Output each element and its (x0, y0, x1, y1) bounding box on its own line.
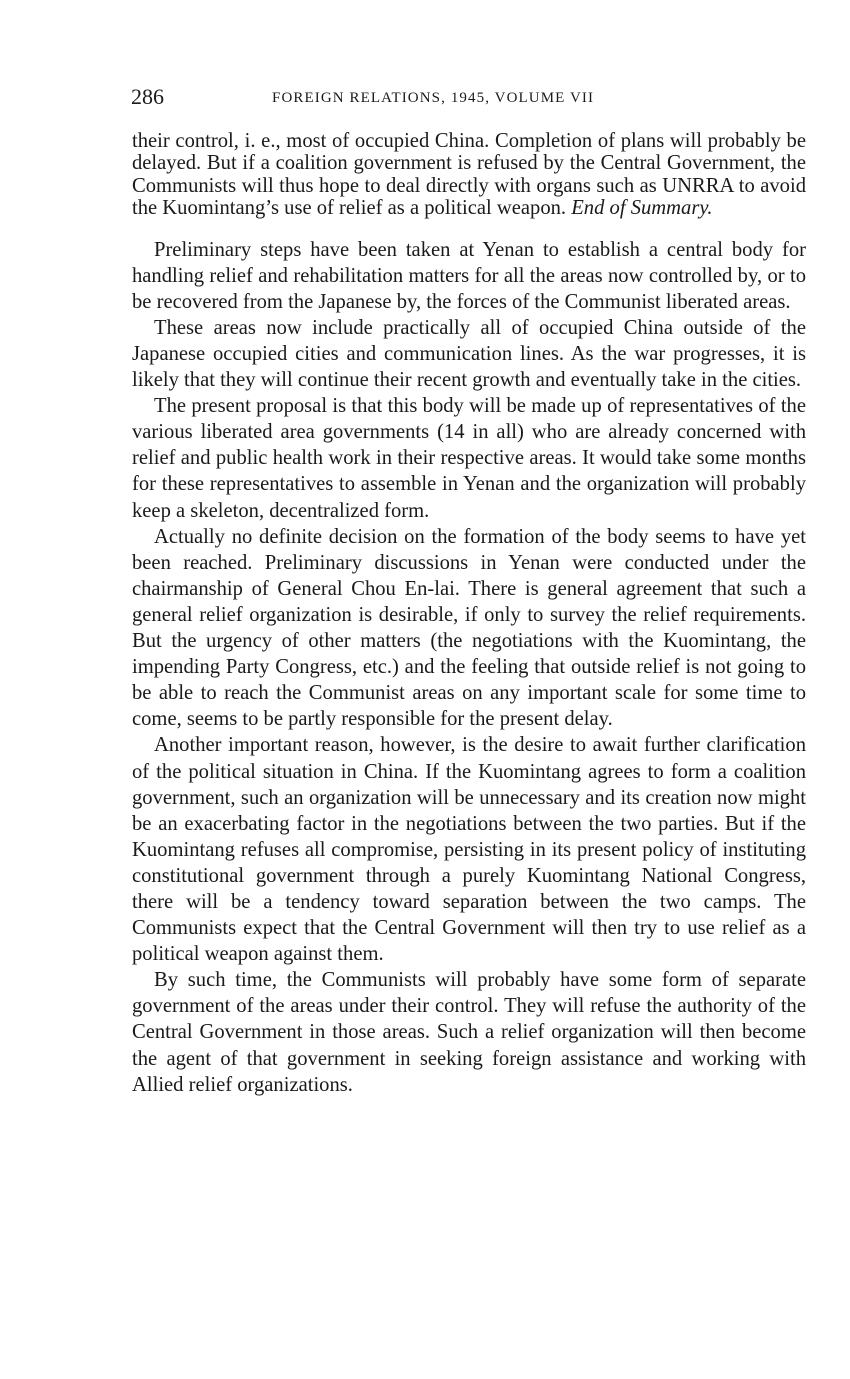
document-body (132, 130, 806, 1098)
running-head: FOREIGN RELATIONS, 1945, VOLUME VII (272, 90, 595, 106)
paragraph-preliminary-steps: Preliminary steps have been taken at Yenan to establish a central body for handling relief and rehabilitation matters for all the areas now controlled by, or to be recovered from the Japanese by, the forces of the Communist liberated areas. (132, 238, 806, 313)
paragraph-by-such-time: By such time, the Communists will probably have some form of separate government of the areas under their control. They will refuse the authority of the Central Government in those areas. Such a relief organization will then become the agent of that government in seeking foreign assistance and working with Allied relief organizations. (132, 969, 806, 1096)
summary-text: their control, i. e., most of occupied China. Completion of plans will probably be delayed. But if a coalition government is refused by the Central Government, the Communists will thus hope to deal directly with organs such as UNRRA to avoid the Kuomintang’s use of relief as a political weapon. (132, 130, 806, 220)
paragraph-another-reason: Another important reason, however, is the desire to await further clarification of the political situation in China. If the Kuomintang agrees to form a coalition government, such an organization will be unnecessary and its creation now might be an exacerbating factor in the negotiations between the two parties. But if the Kuomintang refuses all compromise, persisting in its present policy of instituting constitutional government through a purely Kuomintang National Congress, there will be a tendency toward separation between the two camps. The Communists expect that the Central Government will then try to use relief as a political weapon against them. (132, 734, 806, 966)
page-number: 286 (131, 84, 164, 109)
paragraph-areas: These areas now include practically all of occupied China outside of the Japanese occupied cities and communication lines. As the war progresses, it is likely that they will continue their recent growth and eventually take in the cities. (132, 316, 806, 392)
paragraph-present-proposal: The present proposal is that this body will be made up of representatives of the various liberated area governments (14 in all) who are already concerned with relief and public health work in their respective areas. It would take some months for these representatives to assemble in Yenan and the organization will probably keep a skeleton, decentralized form. (132, 395, 806, 522)
end-of-summary: End of Summary. (571, 197, 713, 220)
page-header (131, 84, 806, 114)
paragraph-no-decision: Actually no definite decision on the formation of the body seems to have yet been reached. Preliminary discussions in Yenan were conducted under the chairmanship of General Chou En-lai. There is general agreement that such a general relief organization is desirable, if only to survey the relief requirements. But the urgency of other matters (the negotiations with the Kuomintang, the impending Party Congress, etc.) and the feeling that outside relief is not going to be able to reach the Communist areas on any important scale for some time to come, seems to be partly responsible for the present delay. (132, 525, 806, 731)
summary-paragraph (132, 130, 806, 220)
